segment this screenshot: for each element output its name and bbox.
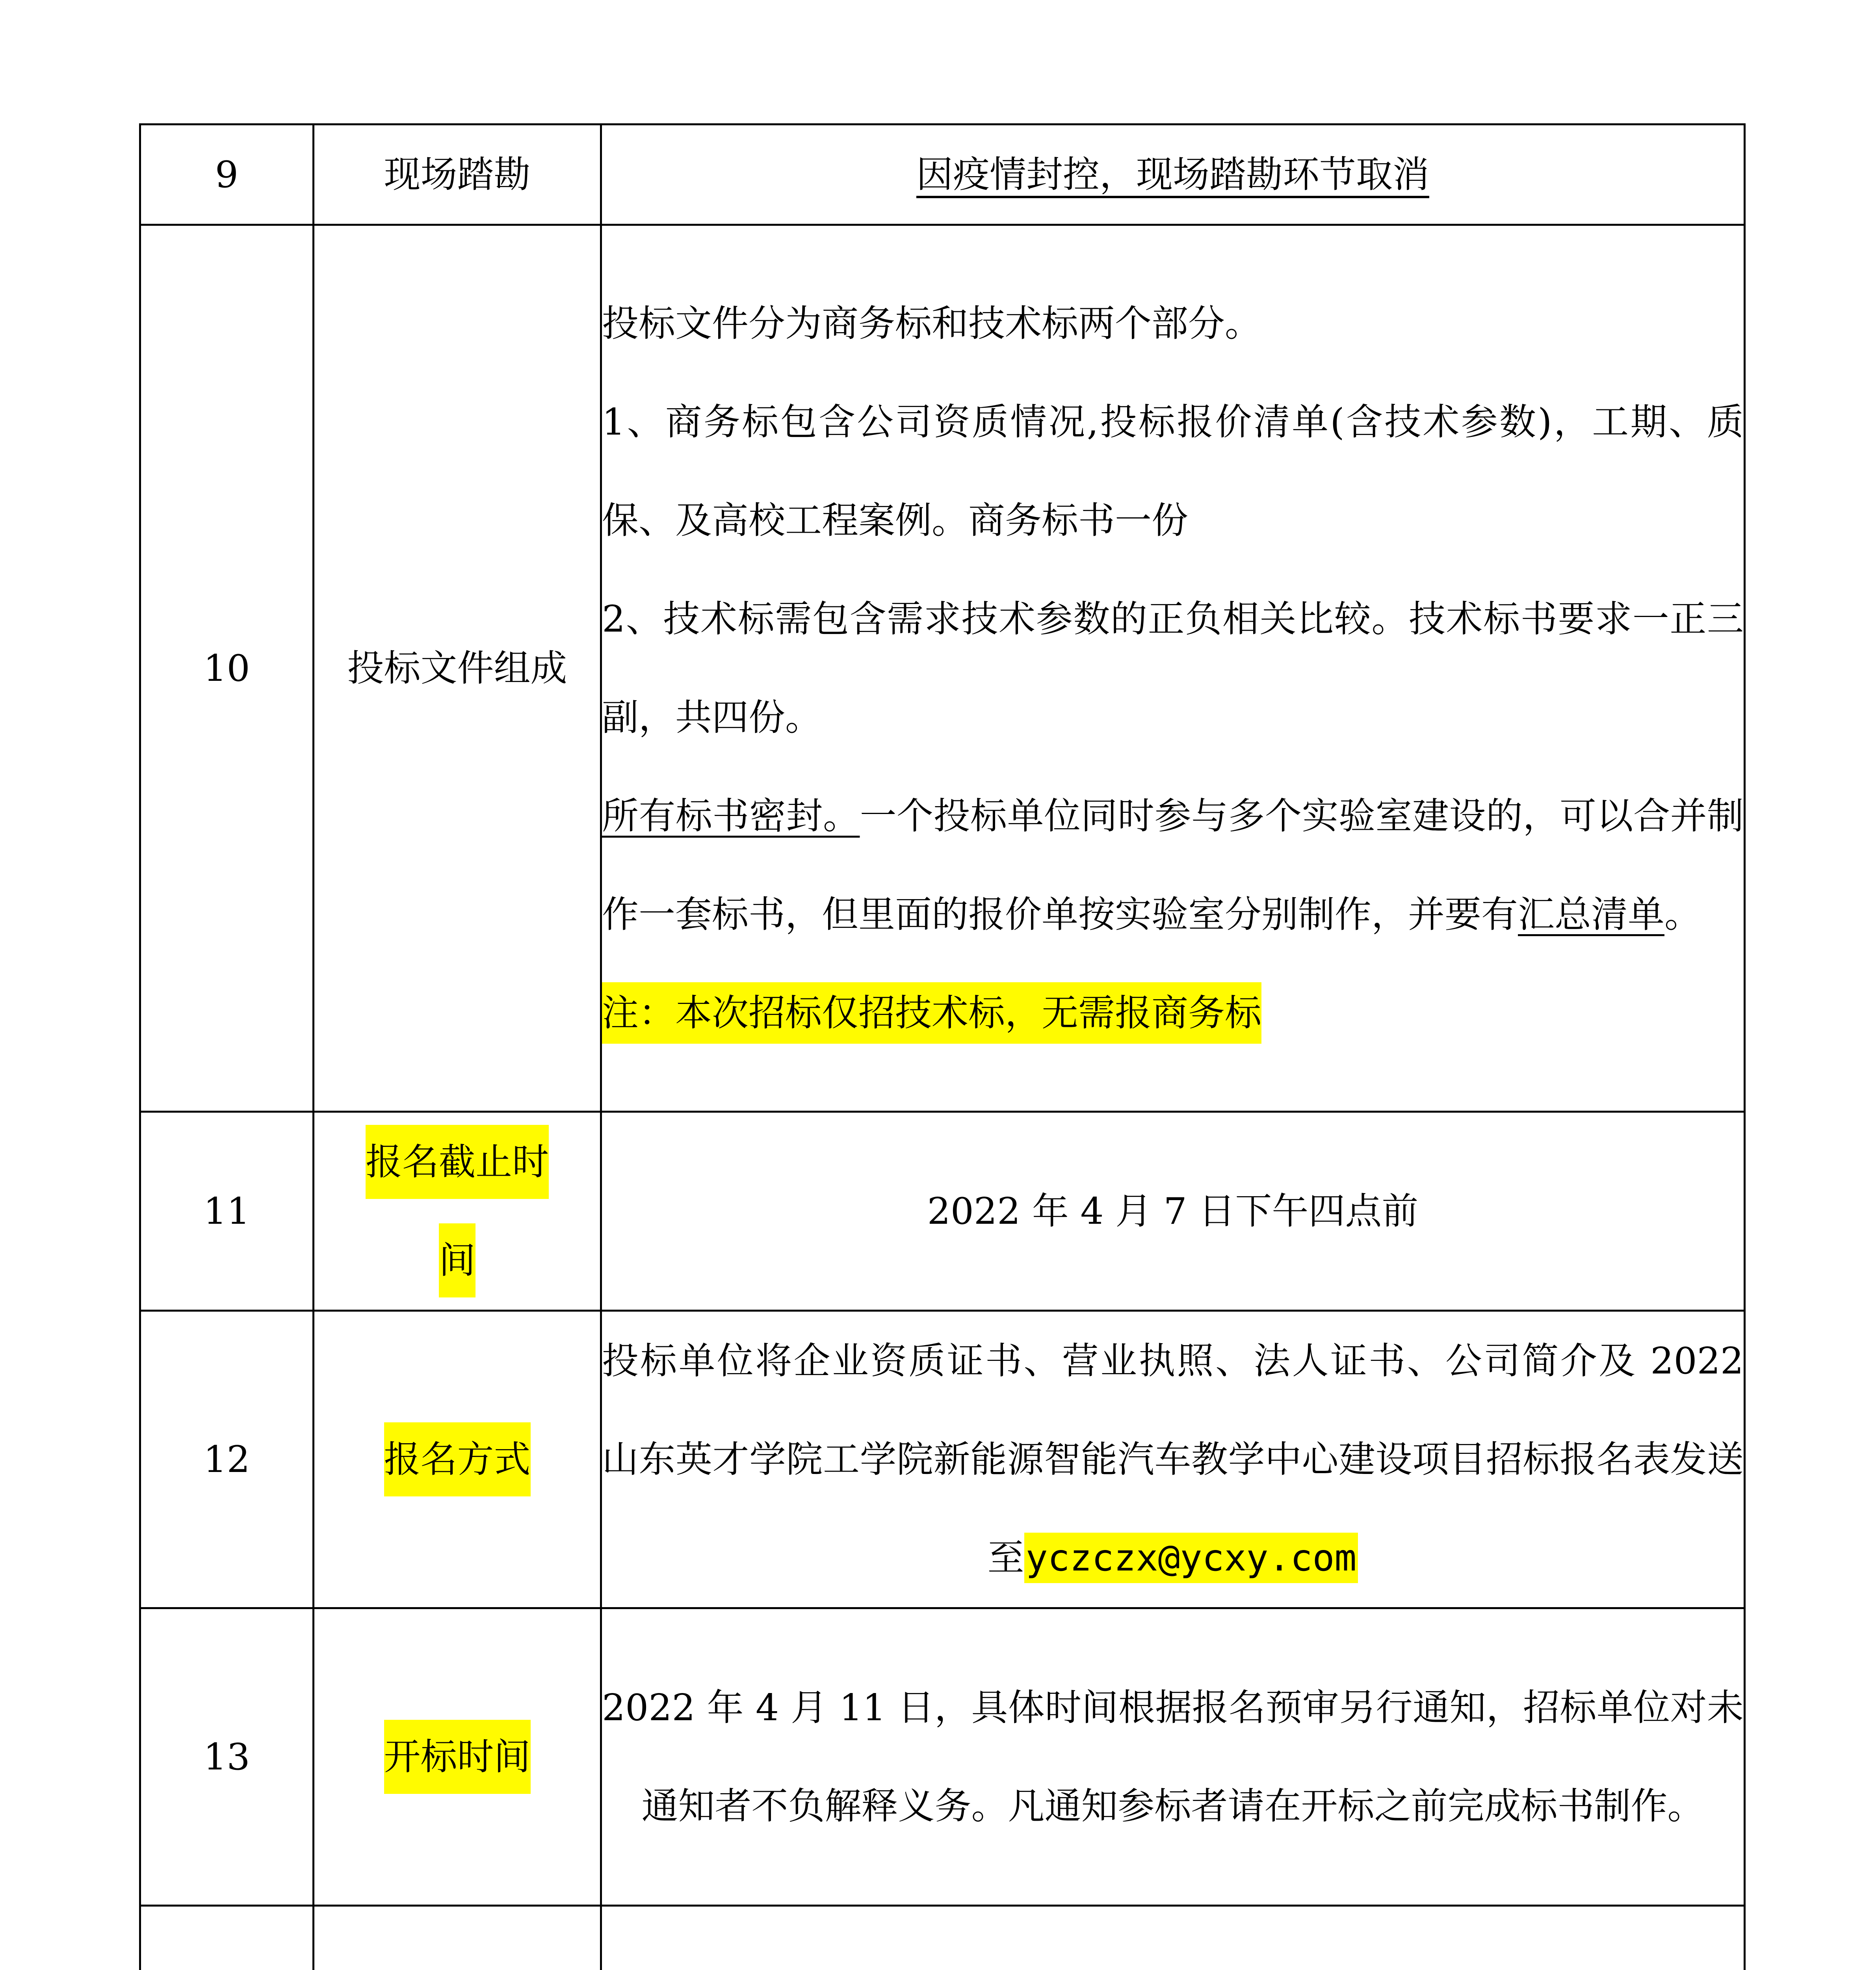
row-number: 10 (140, 225, 314, 1112)
table-row (140, 1608, 1745, 1906)
row-number: 11 (140, 1112, 314, 1311)
table-row (140, 125, 1745, 225)
bid-docs-note (602, 964, 1744, 1062)
row-number: 13 (140, 1608, 314, 1906)
row-content: 2022 年 4 月 7 日下午四点前 (601, 1112, 1745, 1311)
table-row (140, 1906, 1745, 1970)
row-content (601, 1906, 1745, 1970)
bid-docs-line-1: 投标文件分为商务标和技术标两个部分。 (602, 302, 1261, 345)
sealed-note: 所有标书密封。 (602, 795, 860, 837)
tech-only-note: 注：本次招标仅招技术标，无需报商务标 (602, 982, 1261, 1044)
table-row (140, 1112, 1745, 1311)
row-number (140, 1906, 314, 1970)
row-item (314, 225, 601, 1112)
bid-docs-line-2: 1、商务标包含公司资质情况,投标报价清单(含技术参数)，工期、质保、及高校工程案例。商务标书一份 (602, 401, 1744, 542)
row-item (314, 1112, 601, 1311)
row-item-label: 开标时间 (384, 1720, 531, 1794)
row-content (601, 125, 1745, 225)
row-number: 9 (140, 125, 314, 225)
summary-list-note: 汇总清单 (1518, 893, 1664, 936)
bid-docs-line-4 (602, 767, 1744, 964)
merge-note: 一个投标单位同时参与多个实验室建设的，可以合并制作一套标书，但里面的报价单按实验室分别制作，并要有 (602, 795, 1744, 936)
bid-info-table (139, 123, 1746, 1970)
row-content (601, 225, 1745, 1112)
registration-email[interactable]: yczczx@ycxy.com (1024, 1533, 1358, 1583)
row-content: 2022 年 4 月 11 日，具体时间根据报名预审另行通知，招标单位对未通知者不负解释义务。凡通知参标者请在开标之前完成标书制作。 (601, 1608, 1745, 1906)
line-end: 。 (1664, 893, 1701, 936)
row-item-label: 投标文件组成 (347, 647, 567, 690)
row-item: 现场踏勘 (314, 125, 601, 225)
table-row (140, 1311, 1745, 1608)
row-item-label-line2: 间 (439, 1223, 476, 1297)
table-row (140, 225, 1745, 1112)
row-item-label: 报名方式 (384, 1422, 531, 1496)
bid-docs-line-3: 2、技术标需包含需求技术参数的正负相关比较。技术标书要求一正三副，共四份。 (602, 598, 1744, 739)
registration-instructions: 投标单位将企业资质证书、营业执照、法人证书、公司简介及 2022 山东英才学院工学院新能源智能汽车教学中心建设项目招标报名表发送至 (602, 1340, 1744, 1579)
row-item (314, 1608, 601, 1906)
row-item (314, 1906, 601, 1970)
row-item-label-line1: 报名截止时 (366, 1125, 549, 1199)
row-content (601, 1311, 1745, 1608)
site-visit-cancel-text: 因疫情封控，现场踏勘环节取消 (916, 153, 1429, 196)
row-number: 12 (140, 1311, 314, 1608)
row-item (314, 1311, 601, 1608)
